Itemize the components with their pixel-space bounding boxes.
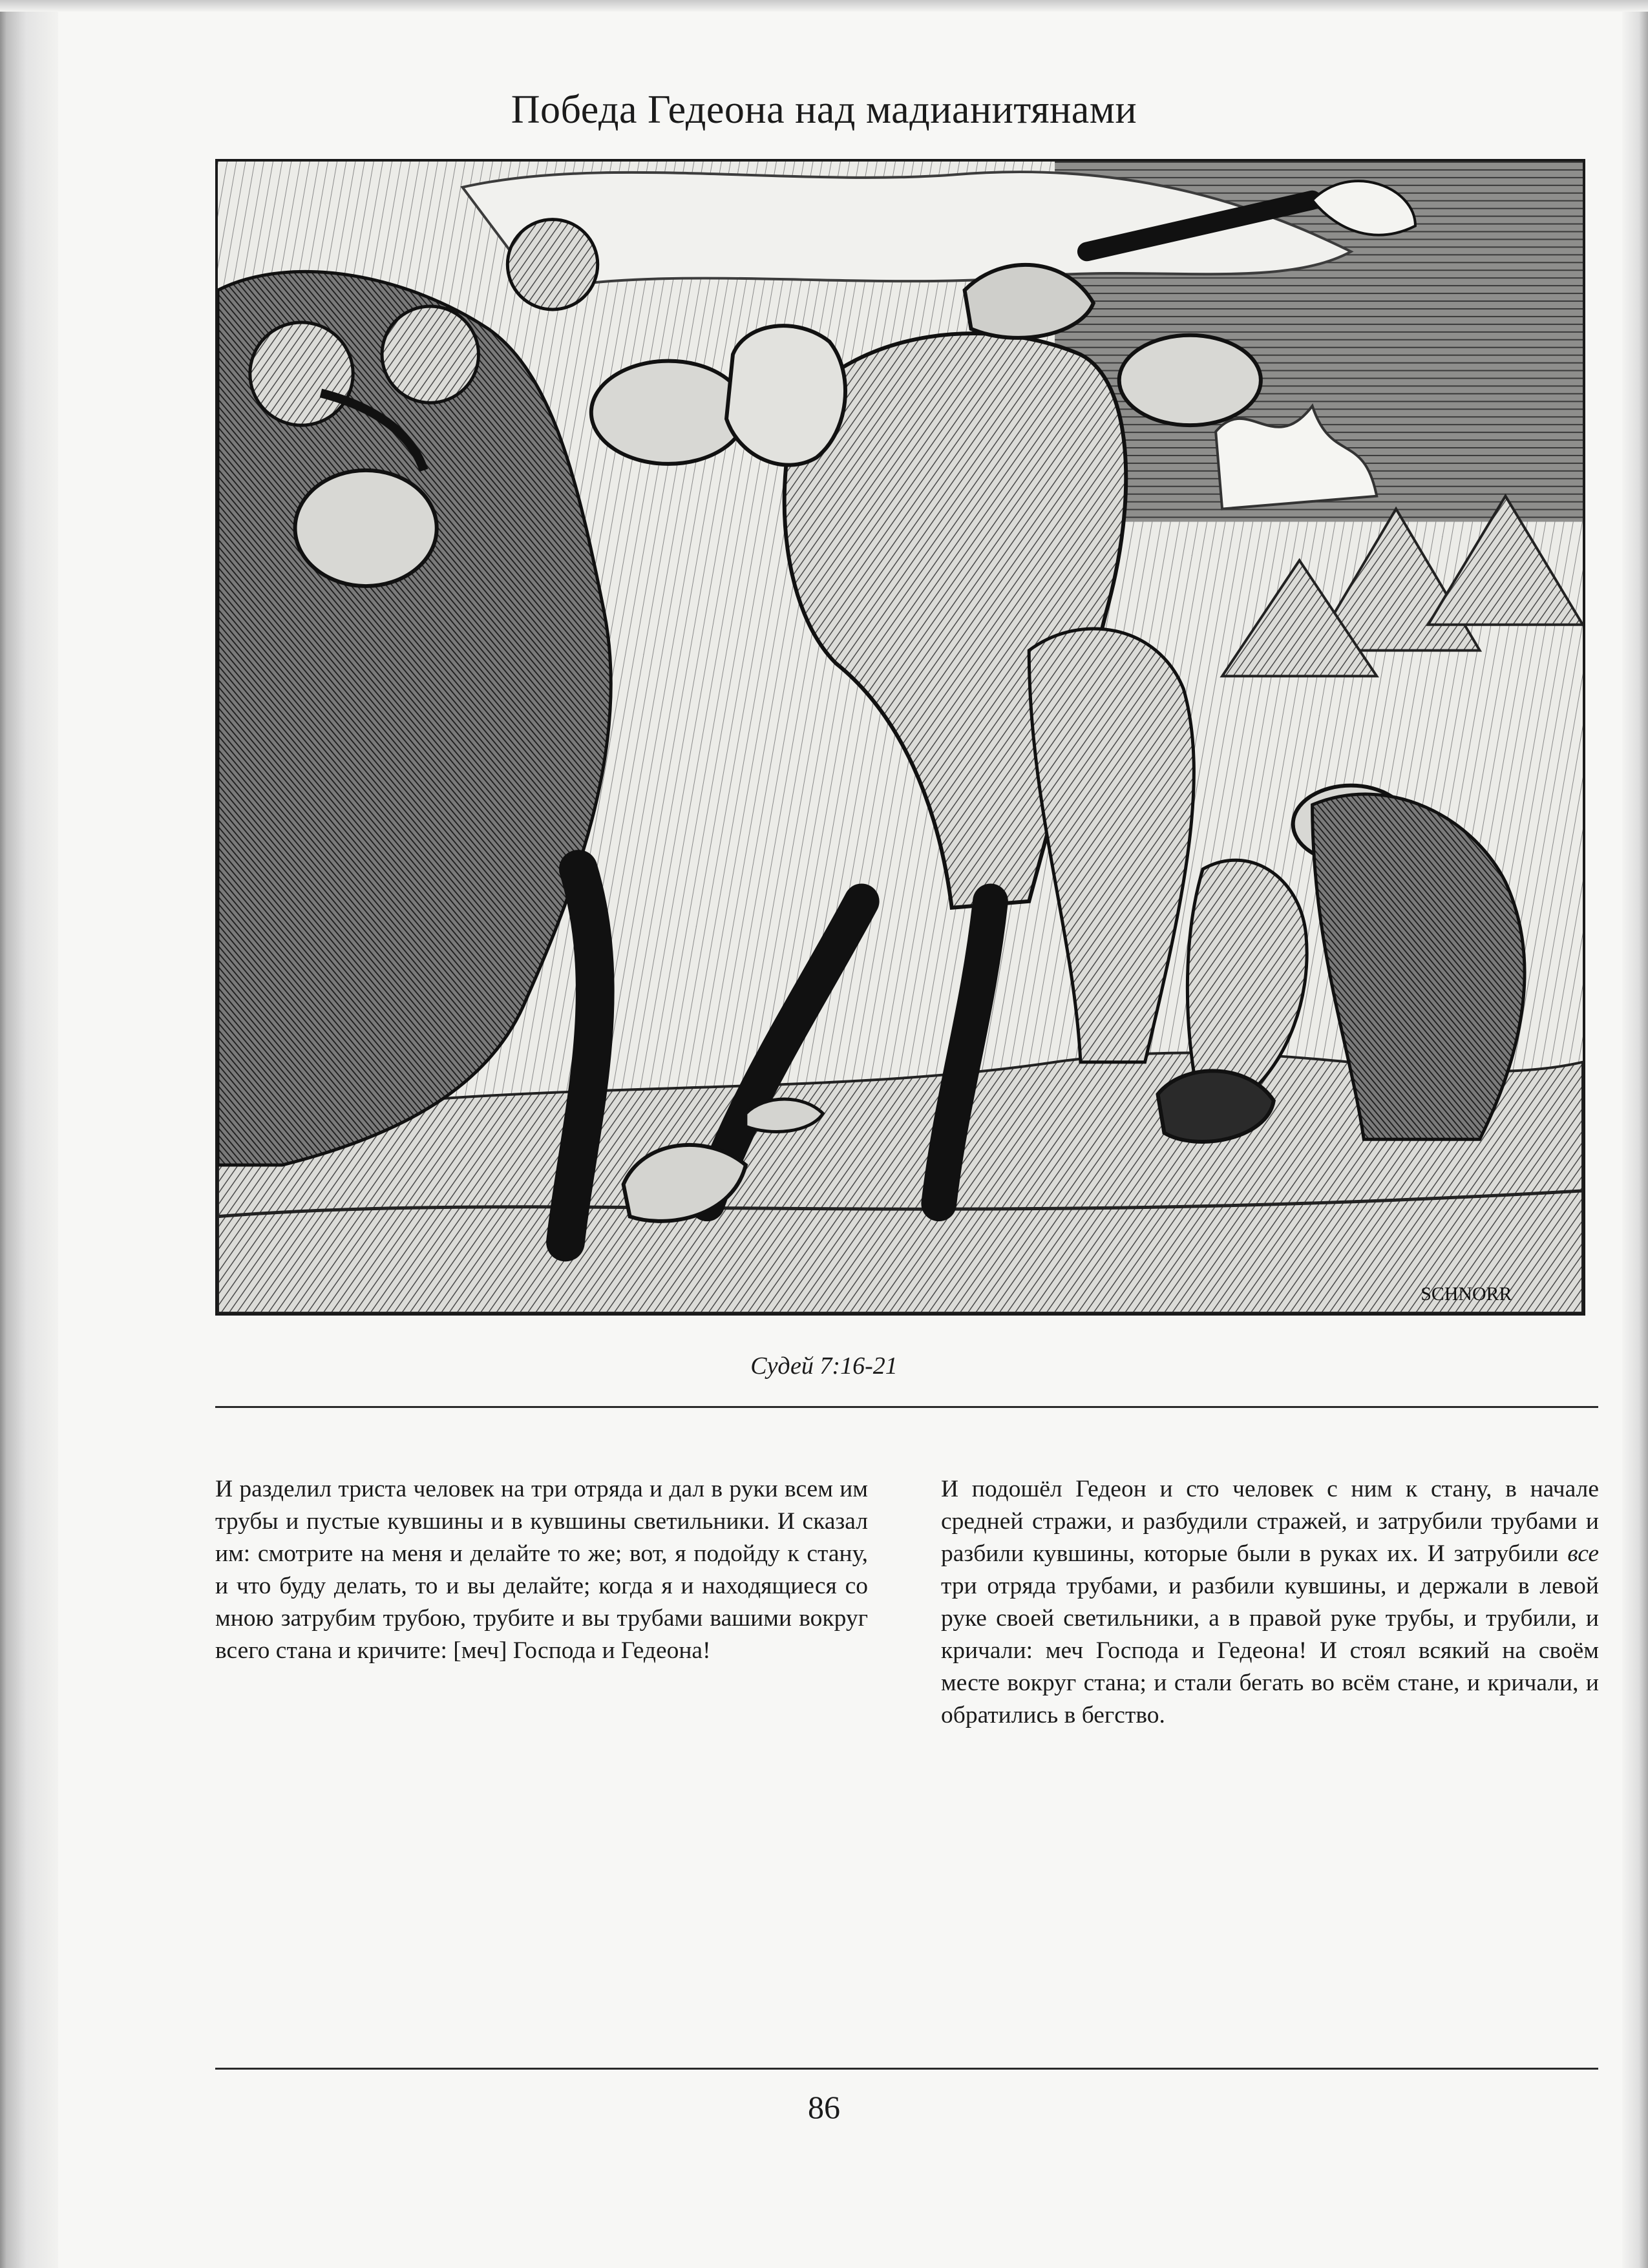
divider-top — [215, 1406, 1598, 1408]
text-column-right — [941, 1473, 1599, 1732]
warrior-head — [382, 306, 478, 403]
battle-engraving — [218, 162, 1583, 1313]
engraving-illustration — [215, 159, 1585, 1316]
emphasized-word: все — [1567, 1540, 1599, 1567]
trumpet-bell — [1119, 335, 1261, 425]
text-column-left — [215, 1473, 868, 1667]
artist-signature: SCHNORR — [1421, 1283, 1512, 1305]
warrior-head — [250, 322, 353, 425]
trumpet-bell — [591, 361, 746, 464]
divider-bottom — [215, 2068, 1598, 2070]
paragraph-right-part1: И подошёл Гедеон и сто человек с ним к стану, в начале средней стражи, и разбудили стражей, и затрубили трубами и разбили кувшины, которые были в руках их. И затрубили — [941, 1476, 1599, 1567]
warrior-head — [507, 220, 597, 310]
jug — [726, 326, 845, 465]
scripture-reference: Судей 7:16-21 — [750, 1352, 898, 1380]
page-number: 86 — [808, 2089, 840, 2125]
paragraph-right-part2: три отряда трубами, и разбили кувшины, и держали в левой руке своей светильники, а в правой руке трубы, и трубили, и кричали: меч Господа и Гедеона! И стоял всякий на своём месте вокруг стана; и стали бегать во всём стане, и кричали, и обратились в бегство. — [941, 1573, 1599, 1728]
page-edge-right — [1622, 0, 1648, 2268]
page-title: Победа Гедеона над мадианитянами — [511, 88, 1137, 132]
trumpet-bell — [295, 470, 437, 586]
paragraph-right — [941, 1473, 1599, 1732]
paragraph-left: И разделил триста человек на три отряда и дал в руки всем им трубы и пустые кувшины и в кувшины светильники. И сказал им: смотрите на меня и делайте то же; вот, я подойду к стану, и что буду делать, то и вы делайте; когда я и находящиеся со мною затрубим трубою, трубите и вы трубами вашими вокруг всего стана и кричите: [меч] Господа и Гедеона! — [215, 1476, 868, 1664]
page-edge-left — [0, 0, 58, 2268]
page-edge-top — [0, 0, 1648, 12]
